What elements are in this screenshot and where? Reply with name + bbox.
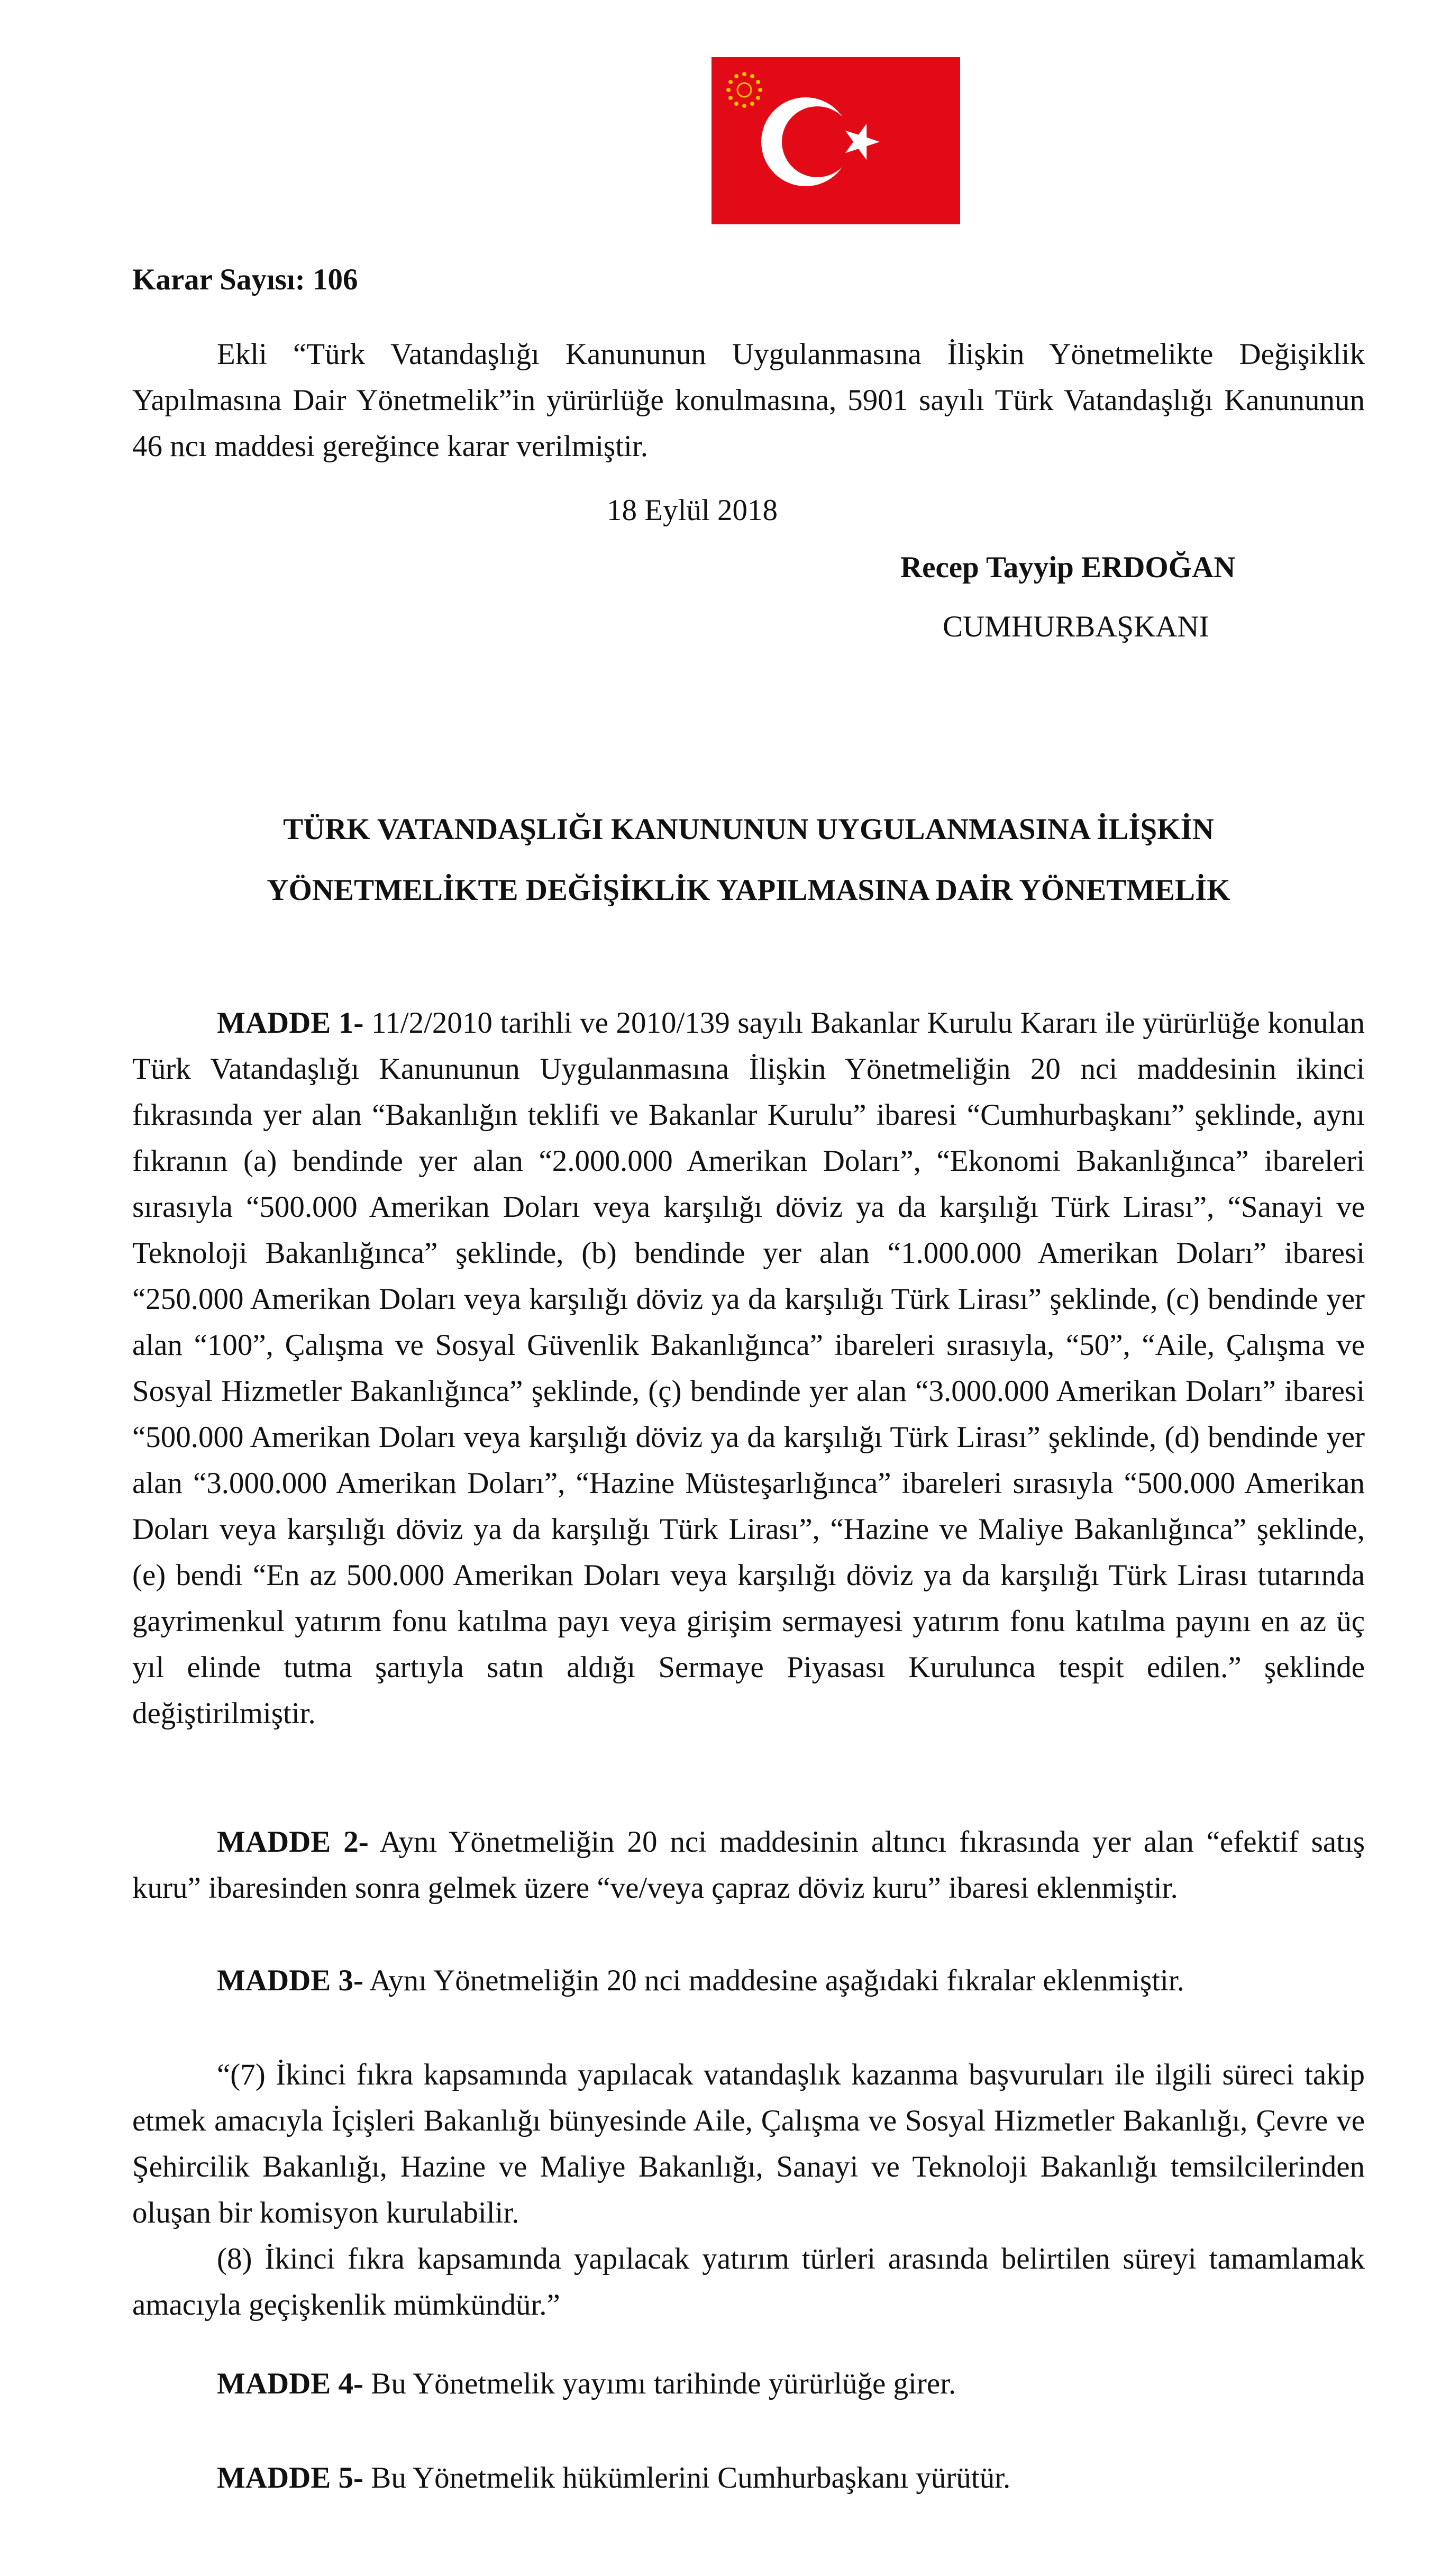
flag-graphic: [712, 57, 960, 224]
decision-number: Karar Sayısı: 106: [132, 263, 358, 296]
article-text: Bu Yönetmelik hükümlerini Cumhurbaşkanı yürütür.: [363, 2461, 1011, 2495]
added-paragraph-7: “(7) İkinci fıkra kapsamında yapılacak vatandaşlık kazanma başvuruları ile ilgili süreci takip etmek amacıyla İçişleri Bakanlığı bünyesinde Aile, Çalışma ve Sosyal Hizmetler Bakanlığı, Çevre ve Şehircilik Bakanlığı, Hazine ve Maliye Bakanlığı, Sanayi ve Teknoloji Bakanlığı temsilcilerinden oluşan bir komisyon kurulabilir.: [132, 2058, 1365, 2229]
signer-name: Recep Tayyip ERDOĞAN: [900, 551, 1236, 584]
article-text: Aynı Yönetmeliğin 20 nci maddesinin altıncı fıkrasında yer alan “efektif satış kuru” ibaresinden sonra gelmek üzere “ve/veya çapraz döviz kuru” ibaresi eklenmiştir.: [132, 1825, 1365, 1905]
article-label: MADDE 5-: [217, 2461, 364, 2495]
article-text: 11/2/2010 tarihli ve 2010/139 sayılı Bakanlar Kurulu Kararı ile yürürlüğe konulan Türk Vatandaşlığı Kanununun Uygulanmasına İlişkin Yönetmeliğin 20 nci maddesinin ikinci fıkrasında yer alan “Bakanlığın teklifi ve Bakanlar Kurulu” ibaresi “Cumhurbaşkanı” şeklinde, aynı fıkranın (a) bendinde yer alan “2.000.000 Amerikan Doları”, “Ekonomi Bakanlığınca” ibareleri sırasıyla “500.000 Amerikan Doları veya karşılığı döviz ya da karşılığı Türk Lirası”, “Sanayi ve Teknoloji Bakanlığınca” şeklinde, (b) bendinde yer alan “1.000.000 Amerikan Doları” ibaresi “250.000 Amerikan Doları veya karşılığı döviz ya da karşılığı Türk Lirası” şeklinde, (c) bendinde yer alan “100”, Çalışma ve Sosyal Güvenlik Bakanlığınca” ibareleri sırasıyla, “50”, “Aile, Çalışma ve Sosyal Hizmetler Bakanlığınca” şeklinde, (ç) bendinde yer alan “3.000.000 Amerikan Doları” ibaresi “500.000 Amerikan Doları veya karşılığı döviz ya da karşılığı Türk Lirası” şeklinde, (d) bendinde yer alan “3.000.000 Amerikan Doları”, “Hazine Müsteşarlığınca” ibareleri sırasıyla “500.000 Amerikan Doları veya karşılığı döviz ya da karşılığı Türk Lirası”, “Hazine ve Maliye Bakanlığınca” şeklinde, (e) bendi “En az 500.000 Amerikan Doları veya karşılığı döviz ya da karşılığı Türk Lirası tutarında gayrimenkul yatırım fonu katılma payı veya girişim sermayesi yatırım fonu katılma payını en az üç yıl elinde tutma şartıyla satın aldığı Sermaye Piyasası Kurulunca tespit edilen.” şeklinde değiştirilmiştir.: [132, 1006, 1365, 1730]
regulation-title-line: YÖNETMELİKTE DEĞİŞİKLİK YAPILMASINA DAİR YÖNETMELİK: [267, 873, 1230, 907]
crescent-inner: [782, 106, 853, 177]
added-paragraph-8: (8) İkinci fıkra kapsamında yapılacak yatırım türleri arasında belirtilen süreyi tamamlamak amacıyla geçişkenlik mümkündür.”: [132, 2242, 1365, 2322]
regulation-title: [132, 799, 1365, 921]
article-5: [132, 2455, 1365, 2501]
article-label: MADDE 2-: [217, 1825, 369, 1859]
article-label: MADDE 4-: [217, 2367, 364, 2400]
intro-paragraph: Ekli “Türk Vatandaşlığı Kanununun Uygulanmasına İlişkin Yönetmelikte Değişiklik Yapılmasına Dair Yönetmelik”in yürürlüğe konulmasına, 5901 sayılı Türk Vatandaşlığı Kanununun 46 ncı maddesi gereğince karar verilmiştir.: [132, 338, 1365, 463]
signer-title: CUMHURBAŞKANI: [943, 610, 1209, 643]
article-3: [132, 1958, 1365, 2004]
article-1: [132, 1000, 1365, 1736]
signature-date: 18 Eylül 2018: [607, 494, 778, 527]
article-2: [132, 1819, 1365, 1911]
added-paragraphs: [132, 2052, 1365, 2328]
article-4: [132, 2361, 1365, 2407]
regulation-title-line: TÜRK VATANDAŞLIĞI KANUNUNUN UYGULANMASINA İLİŞKİN: [283, 813, 1214, 846]
article-text: Bu Yönetmelik yayımı tarihinde yürürlüğe girer.: [363, 2367, 956, 2400]
article-label: MADDE 1-: [217, 1006, 364, 1040]
turkish-flag: [712, 57, 960, 224]
article-label: MADDE 3-: [217, 1964, 364, 1997]
article-text: Aynı Yönetmeliğin 20 nci maddesine aşağıdaki fıkralar eklenmiştir.: [363, 1964, 1184, 1997]
